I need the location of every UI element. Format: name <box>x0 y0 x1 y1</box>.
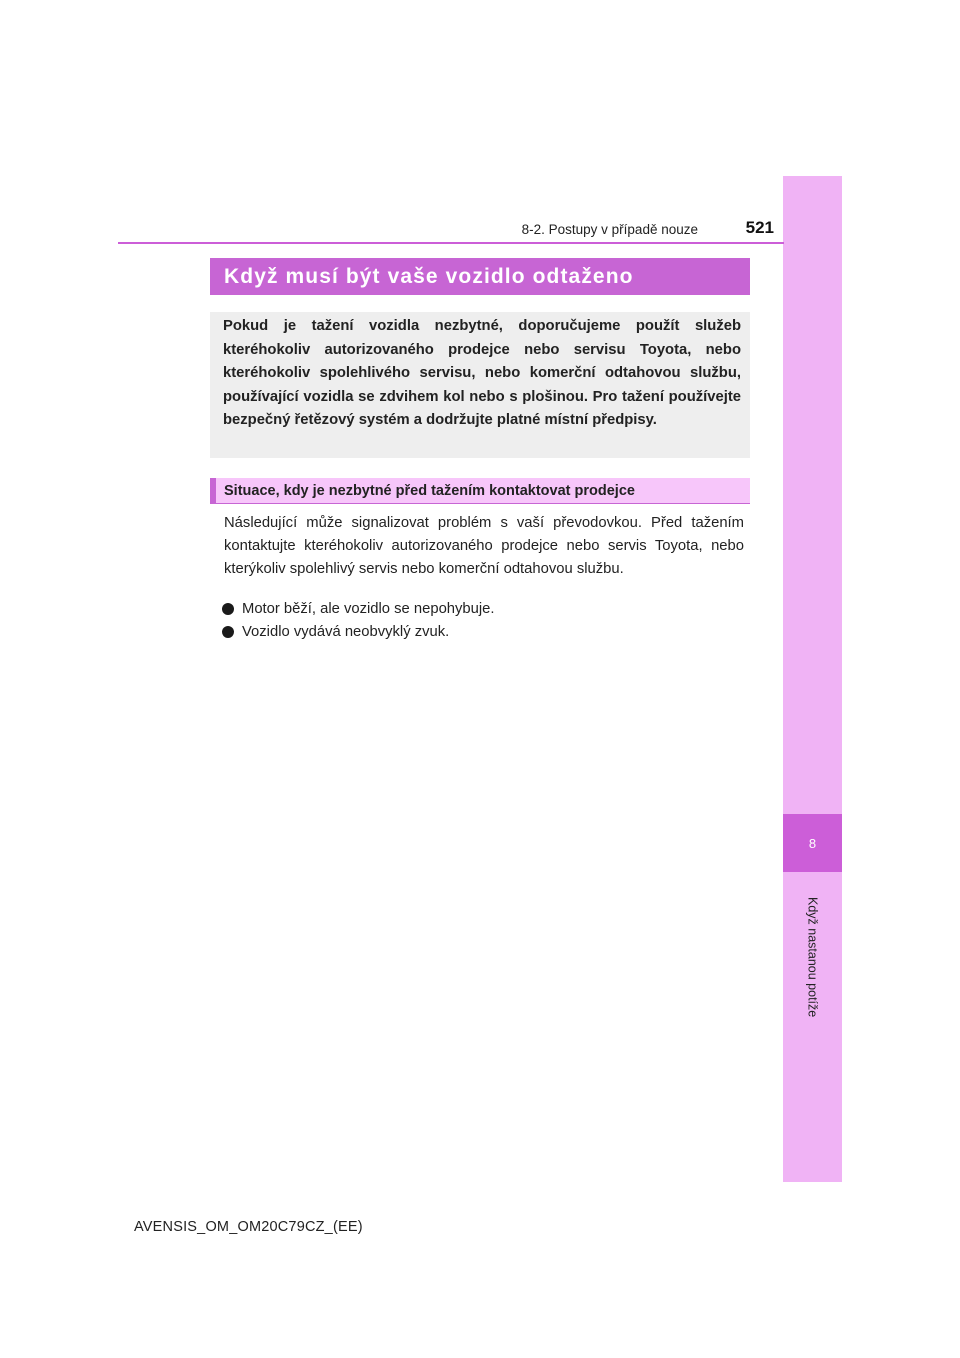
chapter-title-tab <box>783 882 842 1032</box>
list-item-text: Vozidlo vydává neobvyklý zvuk. <box>242 624 450 641</box>
chapter-number: 8 <box>808 835 817 851</box>
bullet-icon <box>222 603 234 615</box>
intro-text: Pokud je tažení vozidla nezbytné, doporučujeme použít služeb kteréhokoliv autorizovaného prodejce nebo servisu Toyota, nebo kteréhokoliv spolehlivého servisu, nebo komerční odtahovou službu, používající vozidla se zdvihem kol nebo s plošinou. Pro tažení používejte bezpečný řetězový systém a dodržujte platné místní předpisy. <box>223 318 741 428</box>
bullet-icon <box>222 626 234 638</box>
chapter-number-tab[interactable] <box>783 814 842 872</box>
subheading-bar <box>210 478 750 504</box>
header-rule <box>118 242 784 244</box>
subheading-text: Situace, kdy je nezbytné před tažením kontaktovat prodejce <box>224 482 635 499</box>
bullet-list <box>222 597 742 644</box>
section-title-bar <box>210 258 750 295</box>
section-title: Když musí být vaše vozidlo odtaženo <box>224 264 634 288</box>
chapter-title: Když nastanou potíže <box>805 896 820 1018</box>
list-item-text: Motor běží, ale vozidlo se nepohybuje. <box>242 600 495 617</box>
header-section-title: 8-2. Postupy v případě nouze <box>521 222 698 237</box>
list-item <box>222 597 742 621</box>
body-paragraph: Následující může signalizovat problém s vaší převodovkou. Před tažením kontaktujte kteréhokoliv autorizovaného prodejce nebo servis Toyota, nebo kterýkoliv spolehlivý servis nebo komerční odtahovou službu. <box>224 515 744 578</box>
footer-document-id: AVENSIS_OM_OM20C79CZ_(EE) <box>134 1219 363 1235</box>
intro-box <box>210 312 750 458</box>
page-number: 521 <box>745 218 774 237</box>
list-item <box>222 621 742 645</box>
